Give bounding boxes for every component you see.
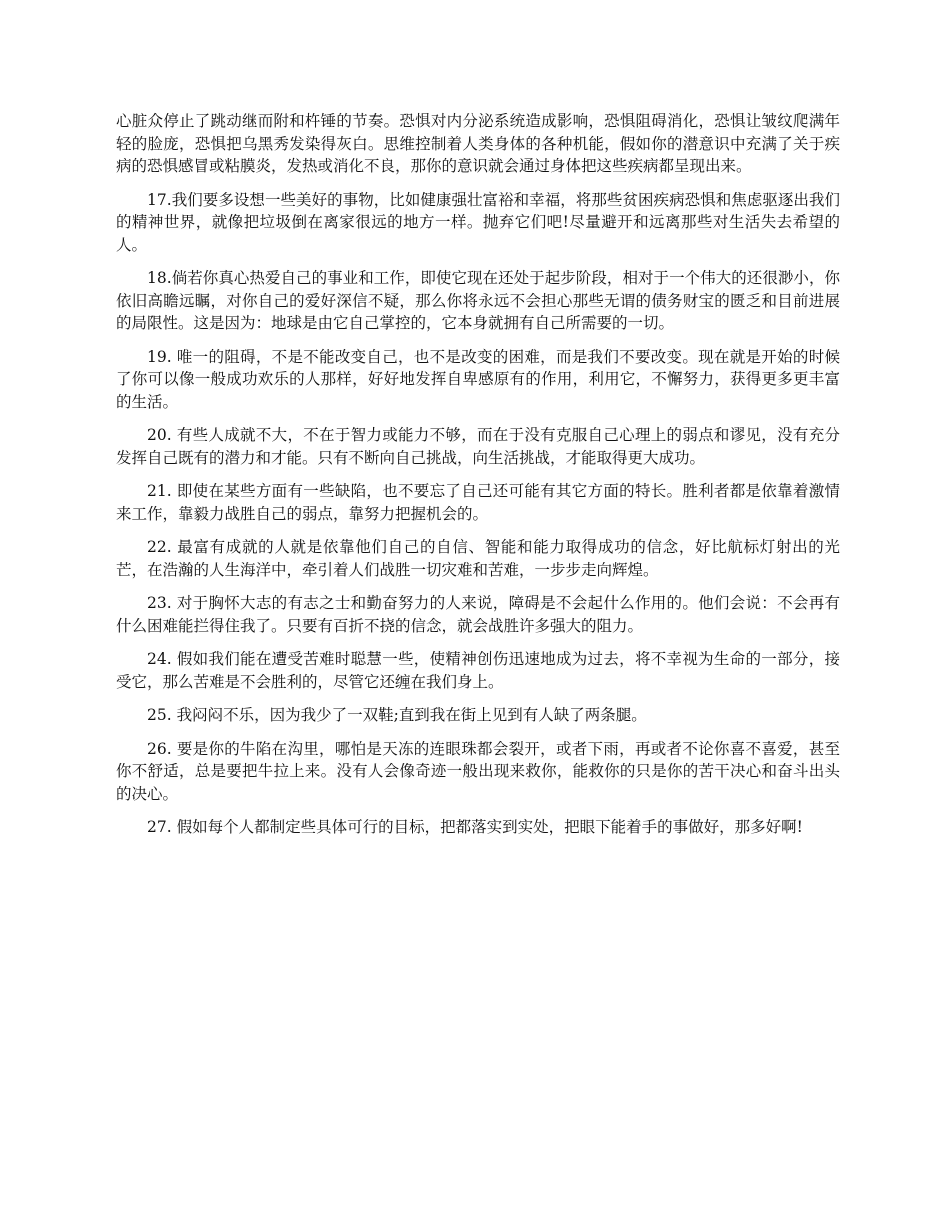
paragraph-23: 23. 对于胸怀大志的有志之士和勤奋努力的人来说，障碍是不会起什么作用的。他们会说：不会再有什么困难能拦得住我了。只要有百折不挠的信念，就会战胜许多强大的阻力。 (116, 594, 840, 635)
document-body (116, 110, 840, 850)
paragraph-27: 27. 假如每个人都制定些具体可行的目标，把都落实到实处，把眼下能着手的事做好，那多好啊! (147, 818, 803, 836)
paragraph-17: 17.我们要多设想一些美好的事物，比如健康强壮富裕和幸福，将那些贫困疾病恐惧和焦虑驱逐出我们的精神世界，就像把垃圾倒在离家很远的地方一样。抛弃它们吧!尽量避开和远离那些对生活失去希望的人。 (116, 190, 840, 254)
paragraph-26: 26. 要是你的牛陷在沟里，哪怕是天冻的连眼珠都会裂开，或者下雨，再或者不论你喜不喜爱，甚至你不舒适，总是要把牛拉上来。没有人会像奇迹一般出现来救你，能救你的只是你的苦干决心和奋斗出头的决心。 (116, 739, 840, 803)
paragraph-20: 20. 有些人成就不大，不在于智力或能力不够，而在于没有克服自己心理上的弱点和谬见，没有充分发挥自己既有的潜力和才能。只有不断向自己挑战，向生活挑战，才能取得更大成功。 (116, 426, 840, 467)
paragraph-24: 24. 假如我们能在遭受苦难时聪慧一些，使精神创伤迅速地成为过去，将不幸视为生命的一部分，接受它，那么苦难是不会胜利的，尽管它还缠在我们身上。 (116, 650, 840, 691)
paragraph-19: 19. 唯一的阻碍，不是不能改变自己，也不是改变的困难，而是我们不要改变。现在就是开始的时候了你可以像一般成功欢乐的人那样，好好地发挥自卑感原有的作用，利用它，不懈努力，获得更多更丰富的生活。 (116, 347, 840, 411)
paragraph-21: 21. 即使在某些方面有一些缺陷，也不要忘了自己还可能有其它方面的特长。胜利者都是依靠着激情来工作，靠毅力战胜自己的弱点，靠努力把握机会的。 (116, 482, 840, 523)
paragraph-18: 18.倘若你真心热爱自己的事业和工作，即使它现在还处于起步阶段，相对于一个伟大的还很渺小，你依旧高瞻远瞩，对你自己的爱好深信不疑，那么你将永远不会担心那些无谓的债务财宝的匮乏和目前进展的局限性。这是因为：地球是由它自己掌控的，它本身就拥有自己所需要的一切。 (116, 269, 840, 332)
paragraph-25: 25. 我闷闷不乐，因为我少了一双鞋;直到我在街上见到有人缺了两条腿。 (147, 706, 647, 724)
paragraph-22: 22. 最富有成就的人就是依靠他们自己的自信、智能和能力取得成功的信念，好比航标灯射出的光芒，在浩瀚的人生海洋中，牵引着人们战胜一切灾难和苦难，一步步走向辉煌。 (116, 538, 840, 579)
paragraph-continuation: 心脏众停止了跳动继而附和杵锤的节奏。恐惧对内分泌系统造成影响，恐惧阻碍消化，恐惧让皱纹爬满年轻的脸庞，恐惧把乌黑秀发染得灰白。思维控制着人类身体的各种机能，假如你的潜意识中充满了关于疾病的恐惧感冒或粘膜炎，发热或消化不良，那你的意识就会通过身体把这些疾病都呈现出来。 (116, 112, 840, 175)
